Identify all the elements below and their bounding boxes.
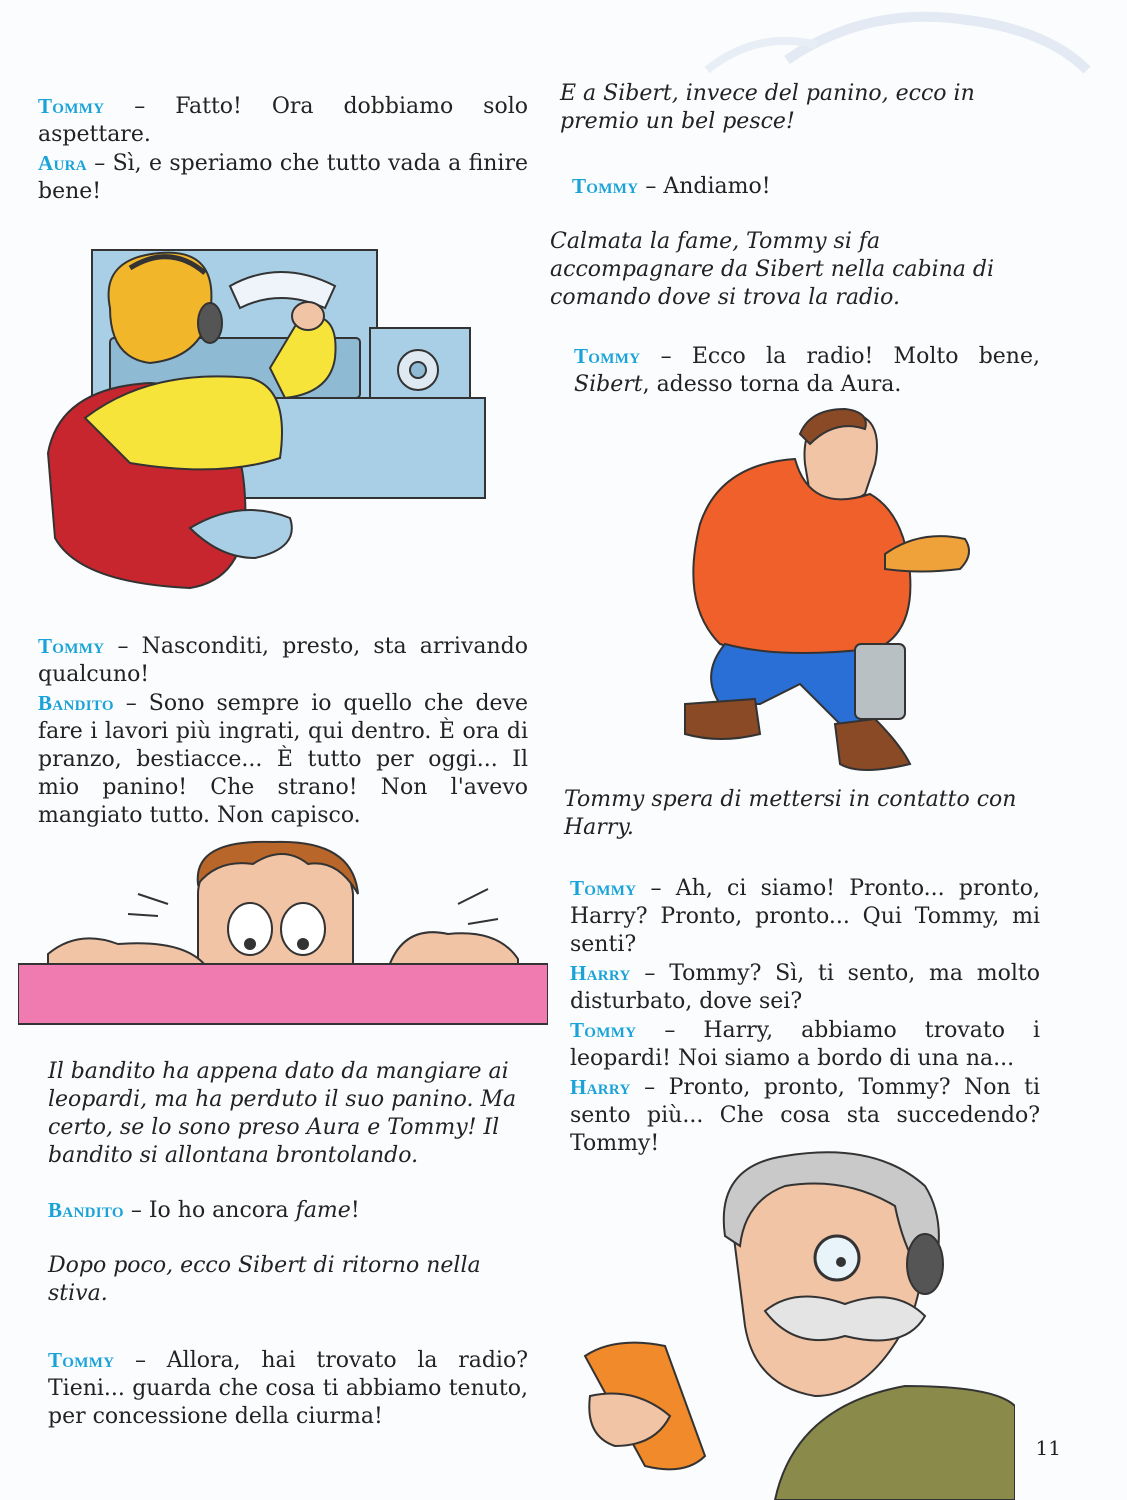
- dialogue-text: Sono sempre io quello che deve fare i lavori più ingrati, qui dentro. È ora di pranzo, bestiacce... È tutto per oggi... Il mio panino! Che strano! Non l'avevo mangiato tutto. Non capisco.: [38, 691, 528, 828]
- speaker-name: Tommy: [570, 876, 637, 900]
- dialogue-block: [38, 92, 528, 206]
- dialogue-text: Harry, abbiamo trovato i leopardi! Noi siamo a bordo di una na...: [570, 1018, 1040, 1071]
- dialogue-block: [570, 874, 1040, 1158]
- dialogue-line: Tommy – Andiamo!: [572, 174, 771, 199]
- emphasis-text: fame: [295, 1198, 351, 1223]
- narration-text: Dopo poco, ecco Sibert di ritorno nella stiva.: [48, 1253, 481, 1306]
- dialogue-text: Pronto, pronto, Tommy? Non ti sento più... Che cosa sta succedendo? Tommy!: [570, 1075, 1040, 1156]
- dialogue-text: Allora, hai trovato la radio? Tieni... guarda che cosa ti abbiamo tenuto, per concessione della ciurma!: [48, 1348, 528, 1429]
- speaker-name: Tommy: [570, 1018, 637, 1042]
- speaker-name: Bandito: [48, 1198, 124, 1222]
- dialogue-text: Nasconditi, presto, sta arrivando qualcuno!: [38, 634, 528, 687]
- dialogue-line: Bandito – Io ho ancora fame!: [48, 1198, 360, 1223]
- speaker-name: Tommy: [38, 94, 105, 118]
- dialogue-text: Sì, e speriamo che tutto vada a finire bene!: [38, 151, 528, 204]
- faint-background-art: [667, 0, 1127, 80]
- speaker-name: Tommy: [38, 634, 105, 658]
- dialogue-line: Tommy – Ecco la radio! Molto bene, Sibert, adesso torna da Aura.: [574, 344, 1040, 397]
- illustration-boy-peeking: [18, 834, 548, 1034]
- emphasis-text: Sibert: [574, 372, 643, 397]
- speaker-name: Harry: [570, 961, 631, 985]
- dialogue-line: Harry – Tommy? Sì, ti sento, ma molto disturbato, dove sei?: [570, 961, 1040, 1014]
- illustration-bandit-with-bread: [660, 404, 980, 784]
- speaker-name: Tommy: [572, 174, 639, 198]
- illustration-harry-with-radio: [575, 1146, 1015, 1500]
- dialogue-line: Harry – Pronto, pronto, Tommy? Non ti sento più... Che cosa sta succedendo? Tommy!: [570, 1075, 1040, 1156]
- dialogue-line: Tommy – Ah, ci siamo! Pronto... pronto, Harry? Pronto, pronto... Qui Tommy, mi senti?: [570, 876, 1040, 957]
- dialogue-text: Ah, ci siamo! Pronto... pronto, Harry? Pronto, pronto... Qui Tommy, mi senti?: [570, 876, 1040, 957]
- speaker-name: Tommy: [574, 344, 641, 368]
- dialogue-line: Tommy – Nasconditi, presto, sta arrivando qualcuno!: [38, 634, 528, 687]
- speaker-name: Tommy: [48, 1348, 115, 1372]
- narration-text: E a Sibert, invece del panino, ecco in premio un bel pesce!: [560, 81, 975, 134]
- dialogue-line: Tommy – Harry, abbiamo trovato i leopardi! Noi siamo a bordo di una na...: [570, 1018, 1040, 1071]
- speaker-name: Aura: [38, 151, 87, 175]
- dialogue-text: Tommy? Sì, ti sento, ma molto disturbato, dove sei?: [570, 961, 1040, 1014]
- illustration-tommy-at-radio: [40, 238, 520, 598]
- narration-text: Calmata la fame, Tommy si fa accompagnare da Sibert nella cabina di comando dove si trova la radio.: [550, 229, 995, 310]
- page-number: 11: [1035, 1436, 1061, 1460]
- narration-text: Il bandito ha appena dato da mangiare ai leopardi, ma ha perduto il suo panino. Ma certo, se lo sono preso Aura e Tommy! Il bandito si allontana brontolando.: [48, 1059, 517, 1168]
- dialogue-text: Andiamo!: [663, 174, 771, 199]
- dialogue-text: Fatto! Ora dobbiamo solo aspettare.: [38, 94, 528, 147]
- dialogue-line: Bandito – Sono sempre io quello che deve fare i lavori più ingrati, qui dentro. È ora di pranzo, bestiacce... È tutto per oggi... Il mio panino! Che strano! Non l'avevo mangiato tutto. Non capisco.: [38, 691, 528, 828]
- narration-text: Tommy spera di mettersi in contatto con Harry.: [564, 787, 1017, 840]
- dialogue-line: Tommy – Fatto! Ora dobbiamo solo aspettare.: [38, 94, 528, 147]
- dialogue-line: Aura – Sì, e speriamo che tutto vada a finire bene!: [38, 151, 528, 204]
- speaker-name: Bandito: [38, 691, 114, 715]
- speaker-name: Harry: [570, 1075, 631, 1099]
- dialogue-line: Tommy – Allora, hai trovato la radio? Tieni... guarda che cosa ti abbiamo tenuto, per concessione della ciurma!: [48, 1348, 528, 1429]
- dialogue-block: [38, 632, 528, 830]
